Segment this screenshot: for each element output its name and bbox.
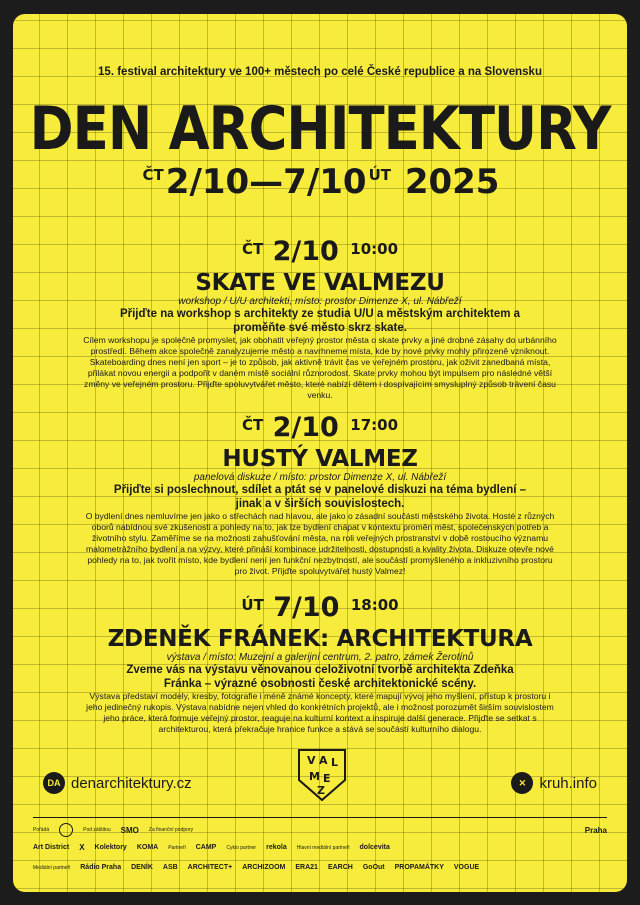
partner-logo: Kolektory	[94, 844, 127, 851]
festival-tagline: 15. festival architektury ve 100+ městech po celé České republice a na Slovensku	[98, 66, 542, 78]
event-date	[13, 412, 627, 443]
event-day: ČT	[241, 416, 264, 434]
event-lead: Přijďte na workshop s architekty ze studia U/U a městským architektem a proměňte své město skrz skate.	[119, 308, 521, 334]
partner-logo: ARCHITECT+	[187, 864, 233, 871]
partner-label: Mediální partneři	[33, 864, 71, 871]
da-logo-icon: DA	[43, 772, 65, 794]
partners-row-2	[33, 843, 607, 852]
partner-label: Hlavní mediální partneři	[296, 844, 350, 851]
partner-logo: SMO	[120, 825, 139, 835]
partners-divider	[33, 817, 607, 818]
event-date-value: 2/10	[272, 236, 339, 267]
partner-logo: rekola	[266, 844, 287, 851]
valmez-letter: Z	[317, 784, 325, 797]
event-time: 17:00	[350, 416, 399, 434]
event-body: Výstava představí modely, kresby, fotografie i méně známé koncepty, které mapují vývoj jeho myšlení, přístup k prostoru i jeho jedinečný rukopis. Výstava nabídne nejen vhled do konkrétních projektů, ale i možnost porozumět širším souvislostem jeho práce, která formuje veřejný prostor, reaguje na kulturní kontext a inspiruje další generace. Přijďte se setkat s architekturou, která překračuje hranice funkce a stává se součástí kulturního dialogu.	[86, 691, 554, 734]
website-text: denarchitektury.cz	[71, 774, 192, 792]
partner-label: Za finanční podpory	[148, 827, 194, 833]
event-lead: Zveme vás na výstavu věnovanou celoživotní tvorbě architekta Zdeňka Fránka – výrazné osobnosti české architektonické scény.	[126, 664, 514, 690]
event-title: ZDENĚK FRÁNEK: ARCHITEKTURA	[107, 626, 533, 652]
event-date-value: 7/10	[273, 592, 340, 623]
dates-day2: ÚT	[368, 166, 391, 184]
partner-label: Partneři	[168, 844, 186, 851]
partner-logo: CAMP	[195, 844, 217, 851]
website-link[interactable]	[43, 772, 192, 794]
event-body: O bydlení dnes nemluvíme jen jako o střechách nad hlavou, ale jako o zásadní součásti městského života. Hosté z různých oborů nabídnou své zkušenosti a pohledy na to, jak lze bydlení chápat v kontextu proměn měst, společenských potřeb a životního stylu. Zaměříme se na možnosti zahušťování města, na roli veřejných prostranství v době rostoucího významu malometrážního bydlení a na výzvy, které přináší kombinace udržitelnosti, dostupnosti a kvality života. Diskuze otevře nové pohledy na to, jak tvořit místo, kde bydlení není jen funkční nezbytností, ale součástí promyšleného a inkluzivního prostoru pro život. Přijďte spoluvytvářet hustý Valmez!	[85, 511, 555, 576]
partner-logo: Praha	[584, 825, 607, 835]
event-2	[13, 412, 627, 577]
event-date	[13, 592, 627, 623]
kruh-text: kruh.info	[539, 774, 597, 792]
partner-logo: GoOut	[362, 864, 385, 871]
event-3	[13, 592, 627, 735]
poster-title: DEN ARCHITEKTURY	[29, 95, 611, 164]
dates-year: 2025	[404, 162, 500, 202]
partner-logo: X	[79, 843, 85, 852]
event-body: Cílem workshopu je společně promyslet, jak obohatit veřejný prostor města o skate prvky a jiné drobné zásahy do urbánního prostředí. Během akce společně zanalyzujeme město a navrhneme místa, kde by nové prvky mohly přirozeně vzniknout. Skateboarding dnes není jen sport – je to způsob, jak aktivně trávit čas ve veřejném prostoru, jak oživit zanedbaná místa, přilákat novou energii a podpořit v daném místě sociální různorodost. Skate prvky mohou být impulsem pro následné větší změny ve veřejném prostoru. Přijďte spoluvytvářet město, které nabízí dětem i dospívajícím smysluplný způsob trávení času venku.	[83, 335, 557, 400]
event-subtitle: panelová diskuze / místo: prostor Dimenze X, ul. Nábřeží	[193, 472, 447, 483]
dates-day1: ČT	[142, 166, 164, 184]
event-date-value: 2/10	[272, 412, 339, 443]
kruh-link[interactable]	[511, 772, 597, 794]
partners-row-3	[33, 864, 607, 871]
event-title: SKATE VE VALMEZU	[195, 270, 445, 296]
partner-logo: ERA21	[295, 864, 318, 871]
partner-logo: ARCHIZOOM	[242, 864, 286, 871]
partner-logo: Rádio Praha	[80, 864, 122, 871]
valmez-letter: V	[307, 754, 316, 767]
event-lead: Přijďte si poslechnout, sdílet a ptát se v panelové diskuzi na téma bydlení – jinak a v širších souvislostech.	[113, 484, 527, 510]
valmez-letter: M	[309, 770, 320, 783]
poster	[13, 14, 627, 892]
partner-logo: Art District	[33, 844, 70, 851]
partner-logo: VOGUE	[453, 864, 480, 871]
festival-dates	[13, 162, 627, 202]
partner-logo: KOMA	[136, 844, 159, 851]
partner-logo: EARCH	[327, 864, 353, 871]
event-title: HUSTÝ VALMEZ	[222, 446, 418, 472]
event-day: ČT	[241, 240, 264, 258]
partners-row-1	[33, 823, 607, 837]
partner-logo: ASB	[162, 864, 178, 871]
valmez-letter: A	[319, 754, 328, 767]
partner-logo: DENÍK	[131, 864, 153, 871]
partner-logo: dolcevita	[359, 844, 390, 851]
close-x-icon: ✕	[511, 772, 533, 794]
valmez-letter: E	[323, 772, 331, 785]
event-subtitle: workshop / U/U architekti, místo: prostor Dimenze X, ul. Nábřeží	[178, 296, 462, 307]
event-day: ÚT	[241, 596, 264, 614]
dates-range: 2/10—7/10	[165, 162, 367, 202]
partner-label: Pod záštitou	[83, 827, 111, 833]
event-subtitle: výstava / místo: Muzejní a galerijní centrum, 2. patro, zámek Žerotínů	[166, 652, 474, 663]
partner-label: Cyklo partner	[226, 844, 257, 851]
partner-logo: PROPAMÁTKY	[394, 864, 444, 871]
event-1	[13, 236, 627, 401]
partner-label: Pořádá	[33, 827, 50, 833]
event-time: 18:00	[350, 596, 399, 614]
valmez-letter: L	[331, 756, 339, 769]
circle-logo-icon	[59, 823, 73, 837]
event-time: 10:00	[350, 240, 399, 258]
valmez-logo	[295, 746, 349, 804]
event-date	[13, 236, 627, 267]
